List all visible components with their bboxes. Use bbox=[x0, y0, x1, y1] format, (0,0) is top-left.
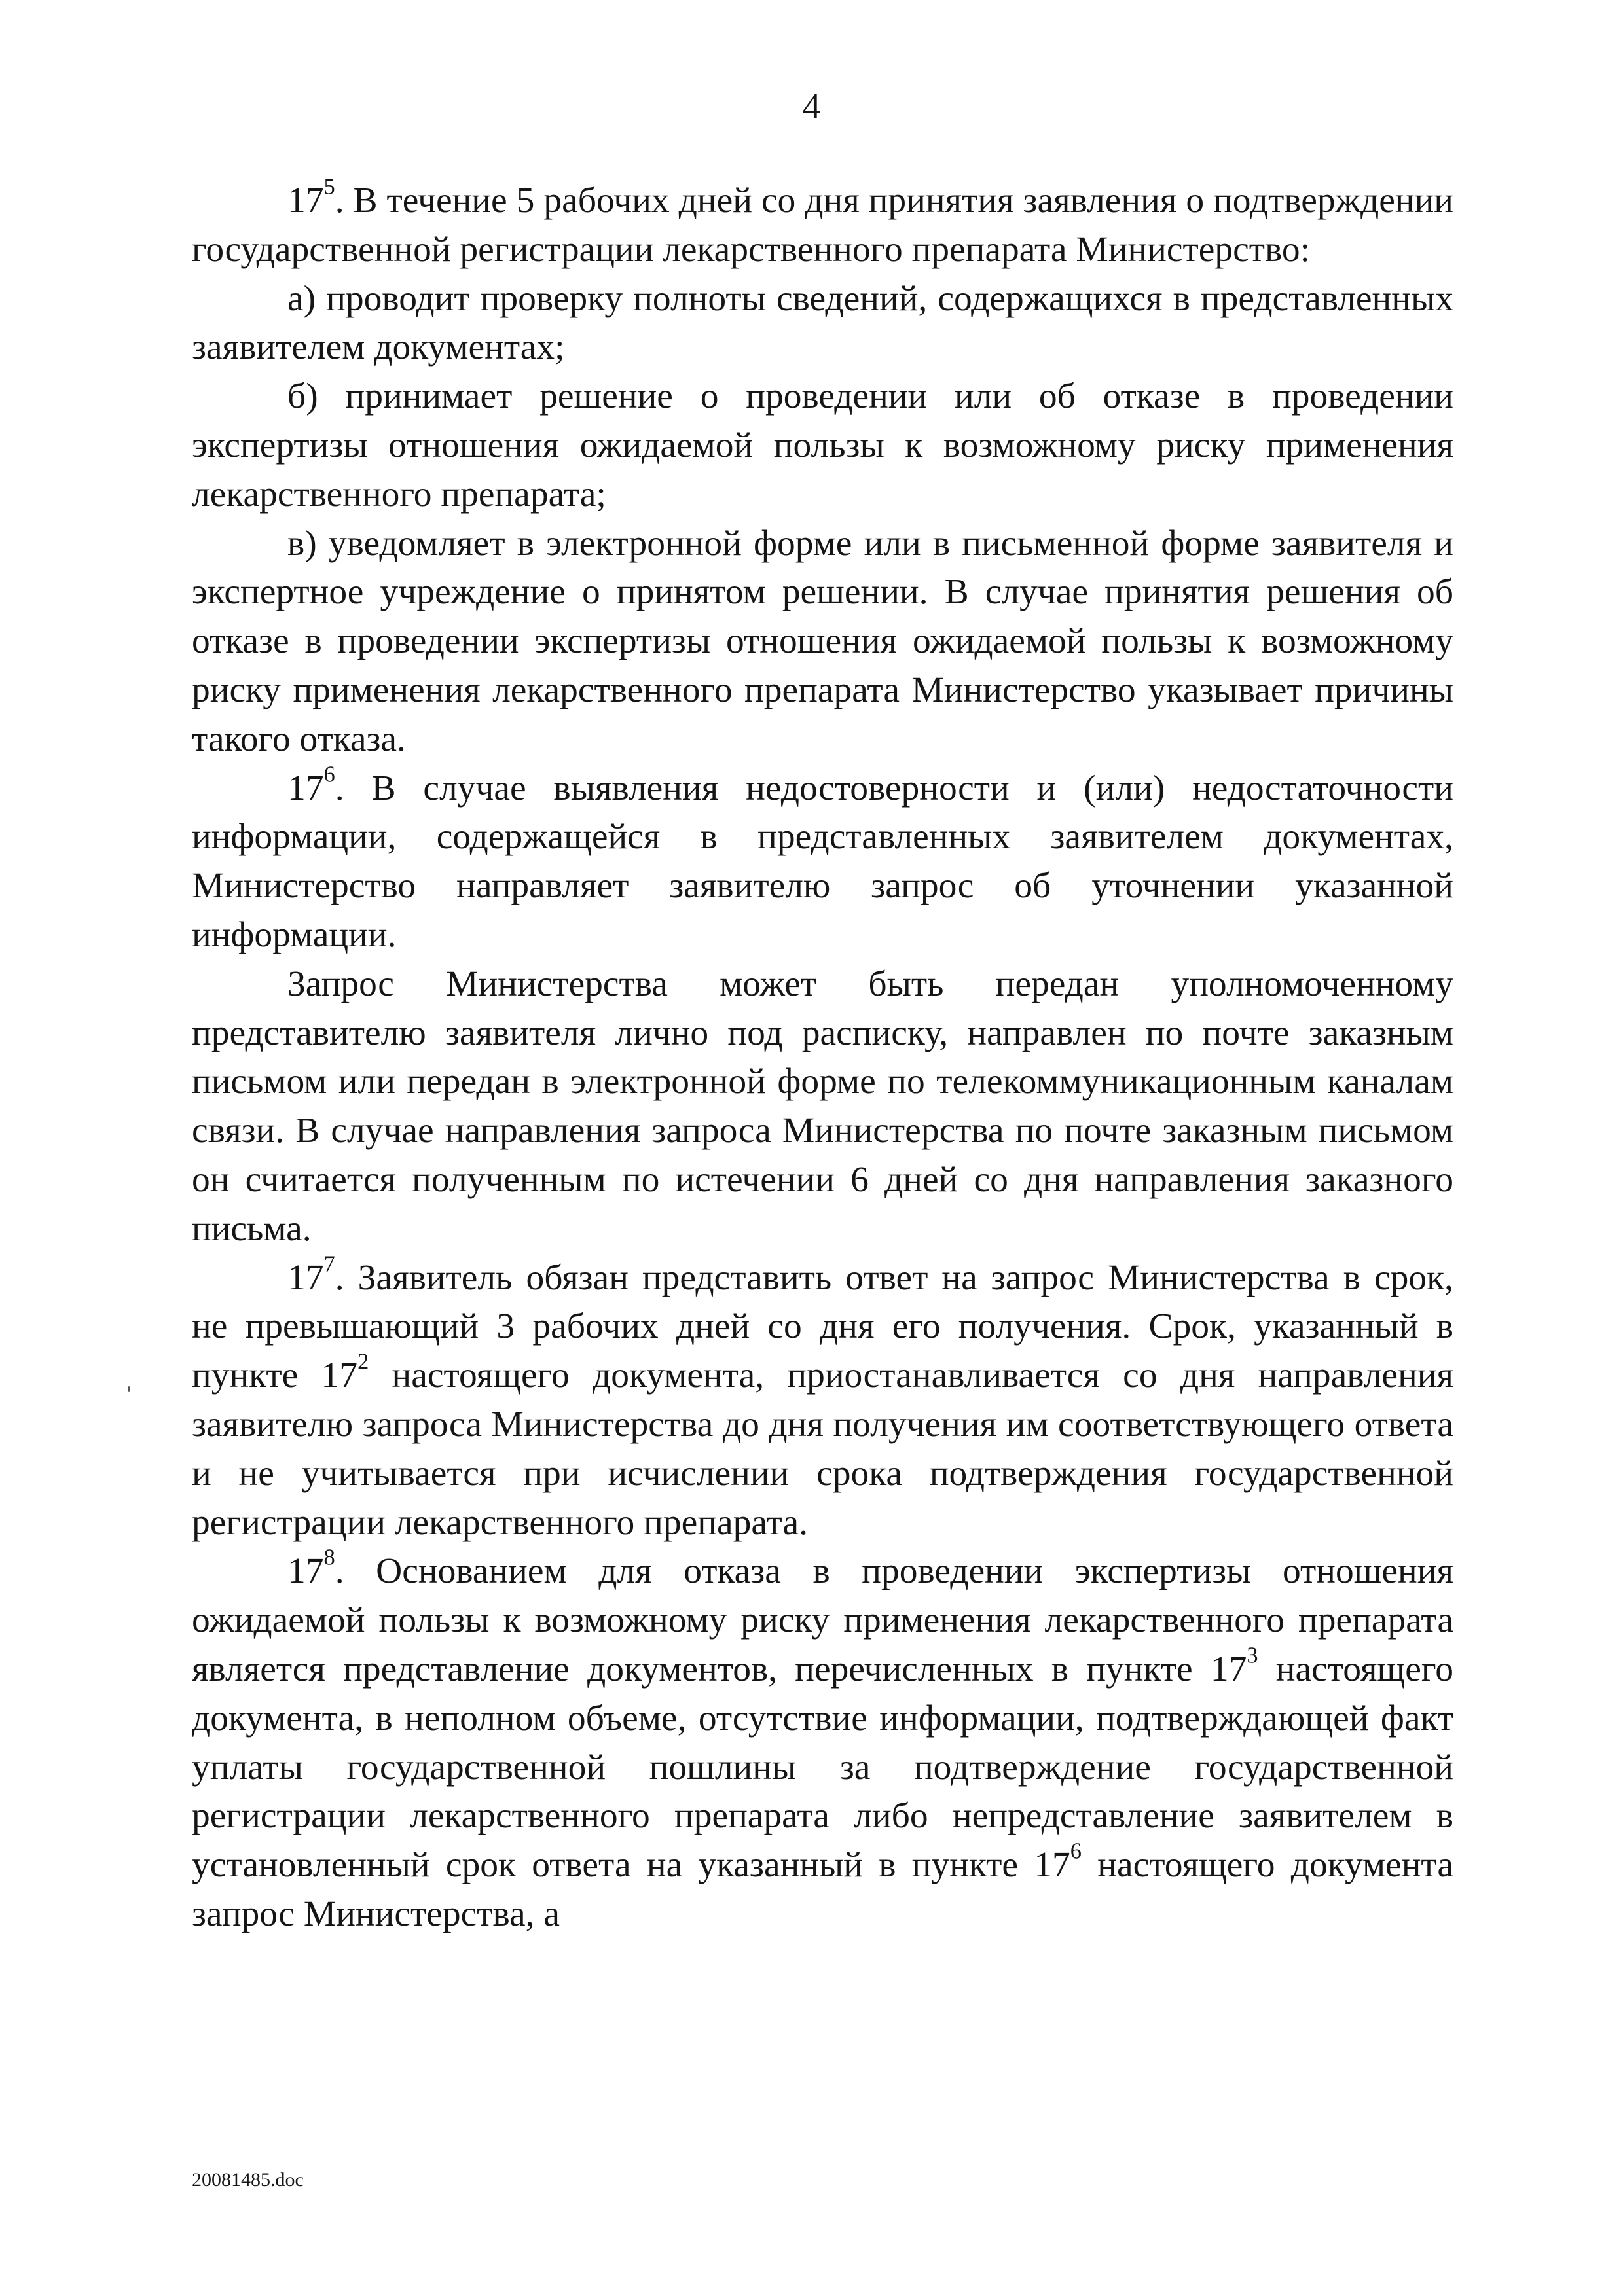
scan-speck bbox=[128, 1386, 130, 1392]
paragraph-text: . В случае выявления недостоверности и (или) недостаточности информации, содержащейся в представленных заявителем документах, Министерство направляет заявителю запрос об уточнении указанной информации. bbox=[192, 768, 1453, 955]
paragraph-text: а) проводит проверку полноты сведений, содержащихся в представленных заявителем документах; bbox=[192, 278, 1453, 368]
clause-number: 17 bbox=[287, 1551, 324, 1592]
document-body bbox=[192, 174, 1453, 1939]
reference-superscript: 3 bbox=[1247, 1643, 1258, 1668]
paragraph-text: . В течение 5 рабочих дней со дня принятия заявления о подтверждении государственной регистрации лекарственного препарата Министерство: bbox=[192, 181, 1453, 270]
paragraph-text: . Заявитель обязан представить ответ на запрос Министерства в срок, не превышающий 3 рабочих дней со дня его получения. Срок, указанный в пункте 17 bbox=[192, 1257, 1453, 1396]
clause-number: 17 bbox=[287, 1257, 324, 1298]
paragraph-17-5 bbox=[192, 174, 1453, 275]
paragraph-text-end: настоящего документа запрос Министерства, а bbox=[192, 1845, 1453, 1934]
page-number: 4 bbox=[802, 86, 821, 127]
paragraph-text-continued: настоящего документа, в неполном объеме, отсутствие информации, подтверждающей факт уплаты государственной пошлины за подтверждение государственной регистрации лекарственного препарата либо непредставление заявителем в установленный срок ответа на указанный в пункте 17 bbox=[192, 1649, 1453, 1886]
paragraph-request bbox=[192, 960, 1453, 1254]
paragraph-text: б) принимает решение о проведении или об отказе в проведении экспертизы отношения ожидаемой пользы к возможному риску применения лекарственного препарата; bbox=[192, 376, 1453, 514]
reference-superscript: 2 bbox=[357, 1349, 369, 1374]
paragraph-text: Запрос Министерства может быть передан уполномоченному представителю заявителя лично под расписку, направлен по почте заказным письмом или передан в электронной форме по телекоммуникационным каналам связи. В случае направления запроса Министерства по почте заказным письмом он считается полученным по истечении 6 дней со дня направления заказного письма. bbox=[192, 963, 1453, 1249]
subitem-a bbox=[192, 275, 1453, 373]
clause-superscript: 8 bbox=[323, 1545, 335, 1570]
clause-number: 17 bbox=[287, 181, 324, 221]
paragraph-text: в) уведомляет в электронной форме или в письменной форме заявителя и экспертное учреждение о принятом решении. В случае принятия решения об отказе в проведении экспертизы отношения ожидаемой пользы к возможному риску применения лекарственного препарата Министерство указывает причины такого отказа. bbox=[192, 523, 1453, 759]
clause-number: 17 bbox=[287, 768, 324, 808]
subitem-v bbox=[192, 520, 1453, 764]
paragraph-text: . Основанием для отказа в проведении экспертизы отношения ожидаемой пользы к возможному риску применения лекарственного препарата является представление документов, перечисленных в пункте 17 bbox=[192, 1551, 1453, 1689]
paragraph-17-7 bbox=[192, 1251, 1453, 1548]
paragraph-text-continued: настоящего документа, приостанавливается со дня направления заявителю запроса Министерства до дня получения им соответствующего ответа и не учитывается при исчислении срока подтверждения государственной регистрации лекарственного препарата. bbox=[192, 1355, 1453, 1543]
clause-superscript: 6 bbox=[323, 762, 335, 787]
reference-superscript: 6 bbox=[1070, 1839, 1082, 1864]
document-file-code: 20081485.doc bbox=[192, 2169, 304, 2191]
subitem-b bbox=[192, 372, 1453, 519]
paragraph-17-8 bbox=[192, 1547, 1453, 1939]
clause-superscript: 7 bbox=[323, 1251, 335, 1277]
paragraph-17-6 bbox=[192, 764, 1453, 960]
clause-superscript: 5 bbox=[323, 174, 335, 200]
